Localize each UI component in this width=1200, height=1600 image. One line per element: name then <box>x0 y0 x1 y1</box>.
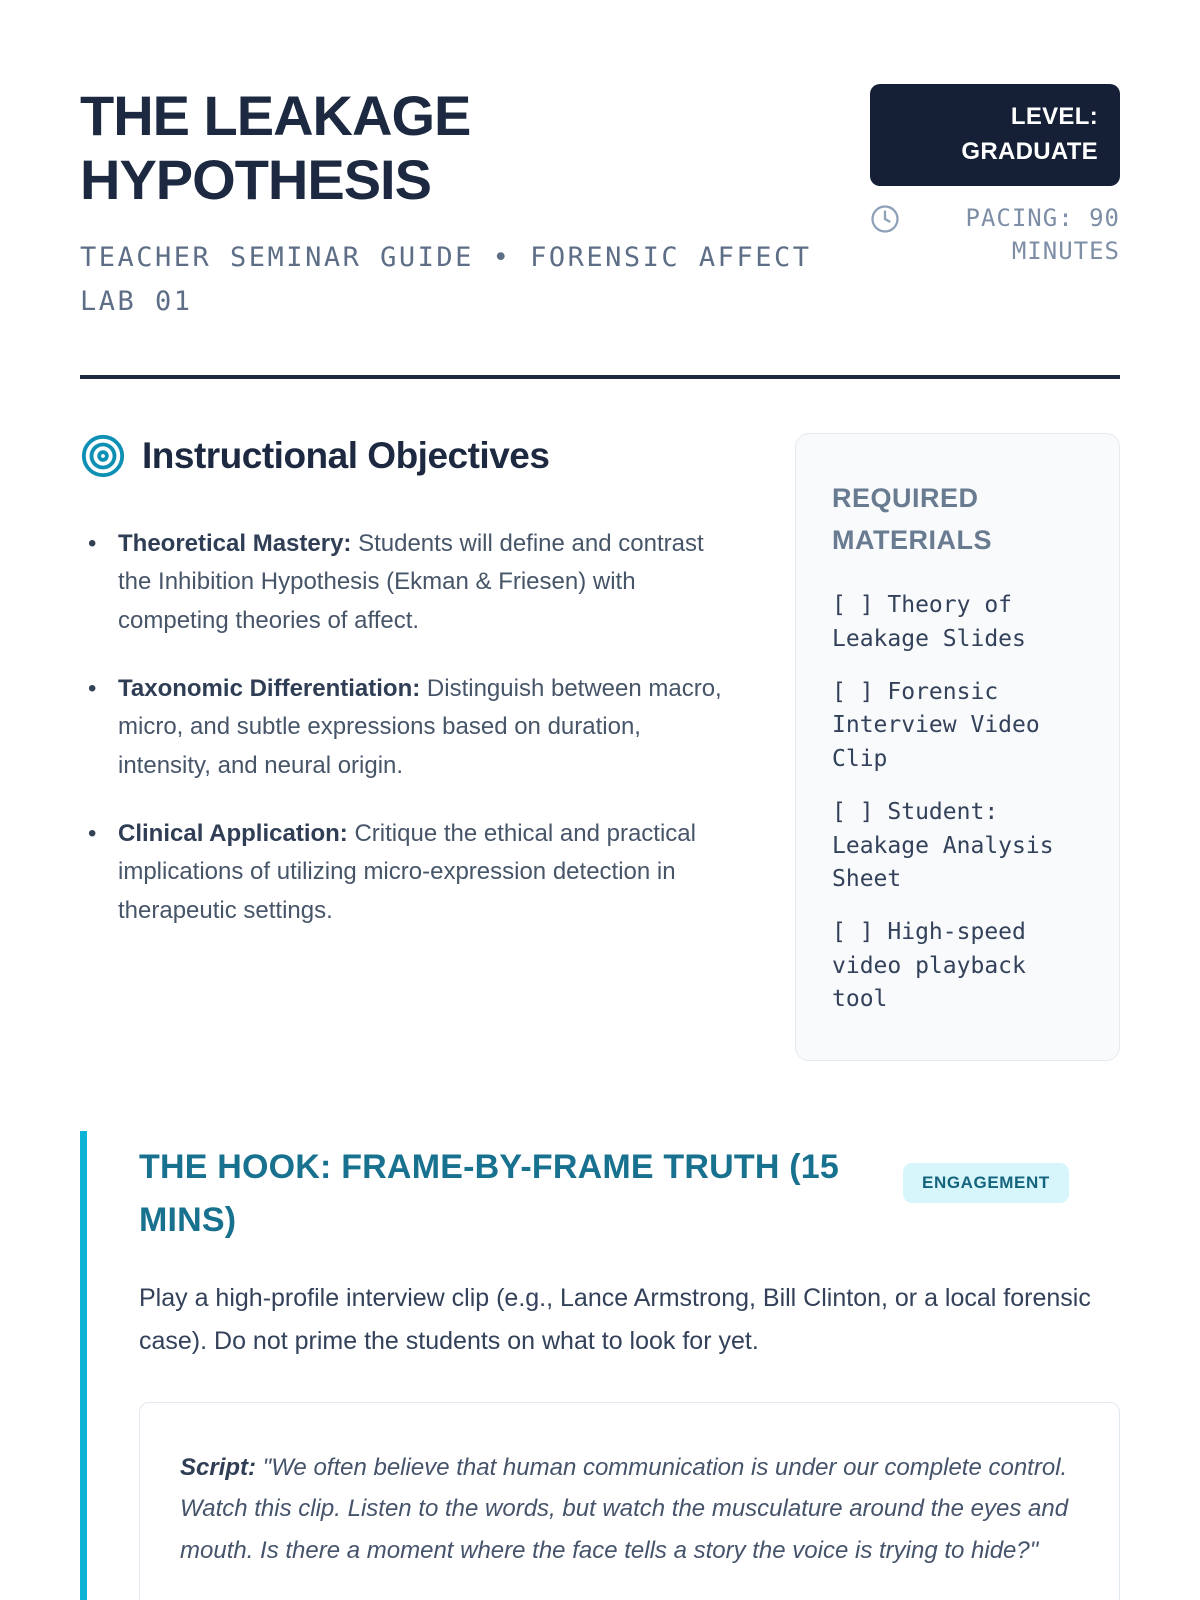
objective-label: Theoretical Mastery: <box>118 529 352 557</box>
materials-checklist-item: [ ] High-speed video playback tool <box>832 919 1026 1012</box>
hook-section <box>80 1131 1120 1600</box>
materials-checklist-item: [ ] Theory of Leakage Slides <box>832 592 1026 652</box>
header-title-block <box>80 84 870 325</box>
materials-checklist-item: [ ] Forensic Interview Video Clip <box>832 679 1040 772</box>
main-content <box>80 433 1120 1061</box>
objective-text: Distinguish between macro, micro, and subtle expressions based on duration, intensity, and neural origin. <box>118 674 722 779</box>
objectives-heading: Instructional Objectives <box>142 434 550 476</box>
materials-heading: REQUIRED MATERIALS <box>832 482 992 555</box>
target-icon <box>80 433 126 479</box>
hook-header-row <box>139 1131 1120 1246</box>
clock-icon <box>870 204 900 234</box>
script-quote-box <box>139 1402 1120 1600</box>
materials-checklist-item: [ ] Student: Leakage Analysis Sheet <box>832 799 1054 892</box>
objectives-section <box>80 433 765 1061</box>
materials-list <box>832 589 1083 1016</box>
level-badge: LEVEL: GRADUATE <box>870 84 1120 186</box>
required-materials-panel <box>795 433 1120 1061</box>
hook-intro-text: Play a high-profile interview clip (e.g., Lance Armstrong, Bill Clinton, or a local forensic case). Do not prime the students on what to look for yet. <box>139 1283 1091 1356</box>
objective-label: Taxonomic Differentiation: <box>118 674 421 702</box>
objective-item <box>80 815 740 930</box>
page-subtitle: TEACHER SEMINAR GUIDE • FORENSIC AFFECT LAB 01 <box>80 241 812 318</box>
objective-label: Clinical Application: <box>118 820 348 848</box>
objectives-heading-row <box>80 433 765 479</box>
pacing-row <box>870 202 1120 269</box>
pacing-label: PACING: 90 MINUTES <box>965 203 1120 266</box>
objectives-list <box>80 525 765 931</box>
header-divider <box>80 375 1120 379</box>
engagement-badge: ENGAGEMENT <box>903 1163 1069 1203</box>
script-label: Script: <box>180 1454 257 1482</box>
page-title: THE LEAKAGE HYPOTHESIS <box>80 84 471 211</box>
script-text <box>180 1447 1079 1571</box>
objective-item <box>80 525 740 640</box>
objective-text: Critique the ethical and practical implications of utilizing micro-expression detection in therapeutic settings. <box>118 820 696 924</box>
objective-item <box>80 670 740 785</box>
header-meta-block <box>870 84 1120 269</box>
document-header <box>80 0 1120 325</box>
script-quote: "We often believe that human communication is under our complete control. Watch this clip. Listen to the words, but watch the musculature around the eyes and mouth. Is there a moment where the face tells a story the voice is trying to hide?" <box>180 1454 1069 1564</box>
objective-text: Students will define and contrast the Inhibition Hypothesis (Ekman & Friesen) with competing theories of affect. <box>118 529 704 634</box>
hook-heading: THE HOOK: FRAME-BY-FRAME TRUTH (15 MINS) <box>139 1148 839 1239</box>
